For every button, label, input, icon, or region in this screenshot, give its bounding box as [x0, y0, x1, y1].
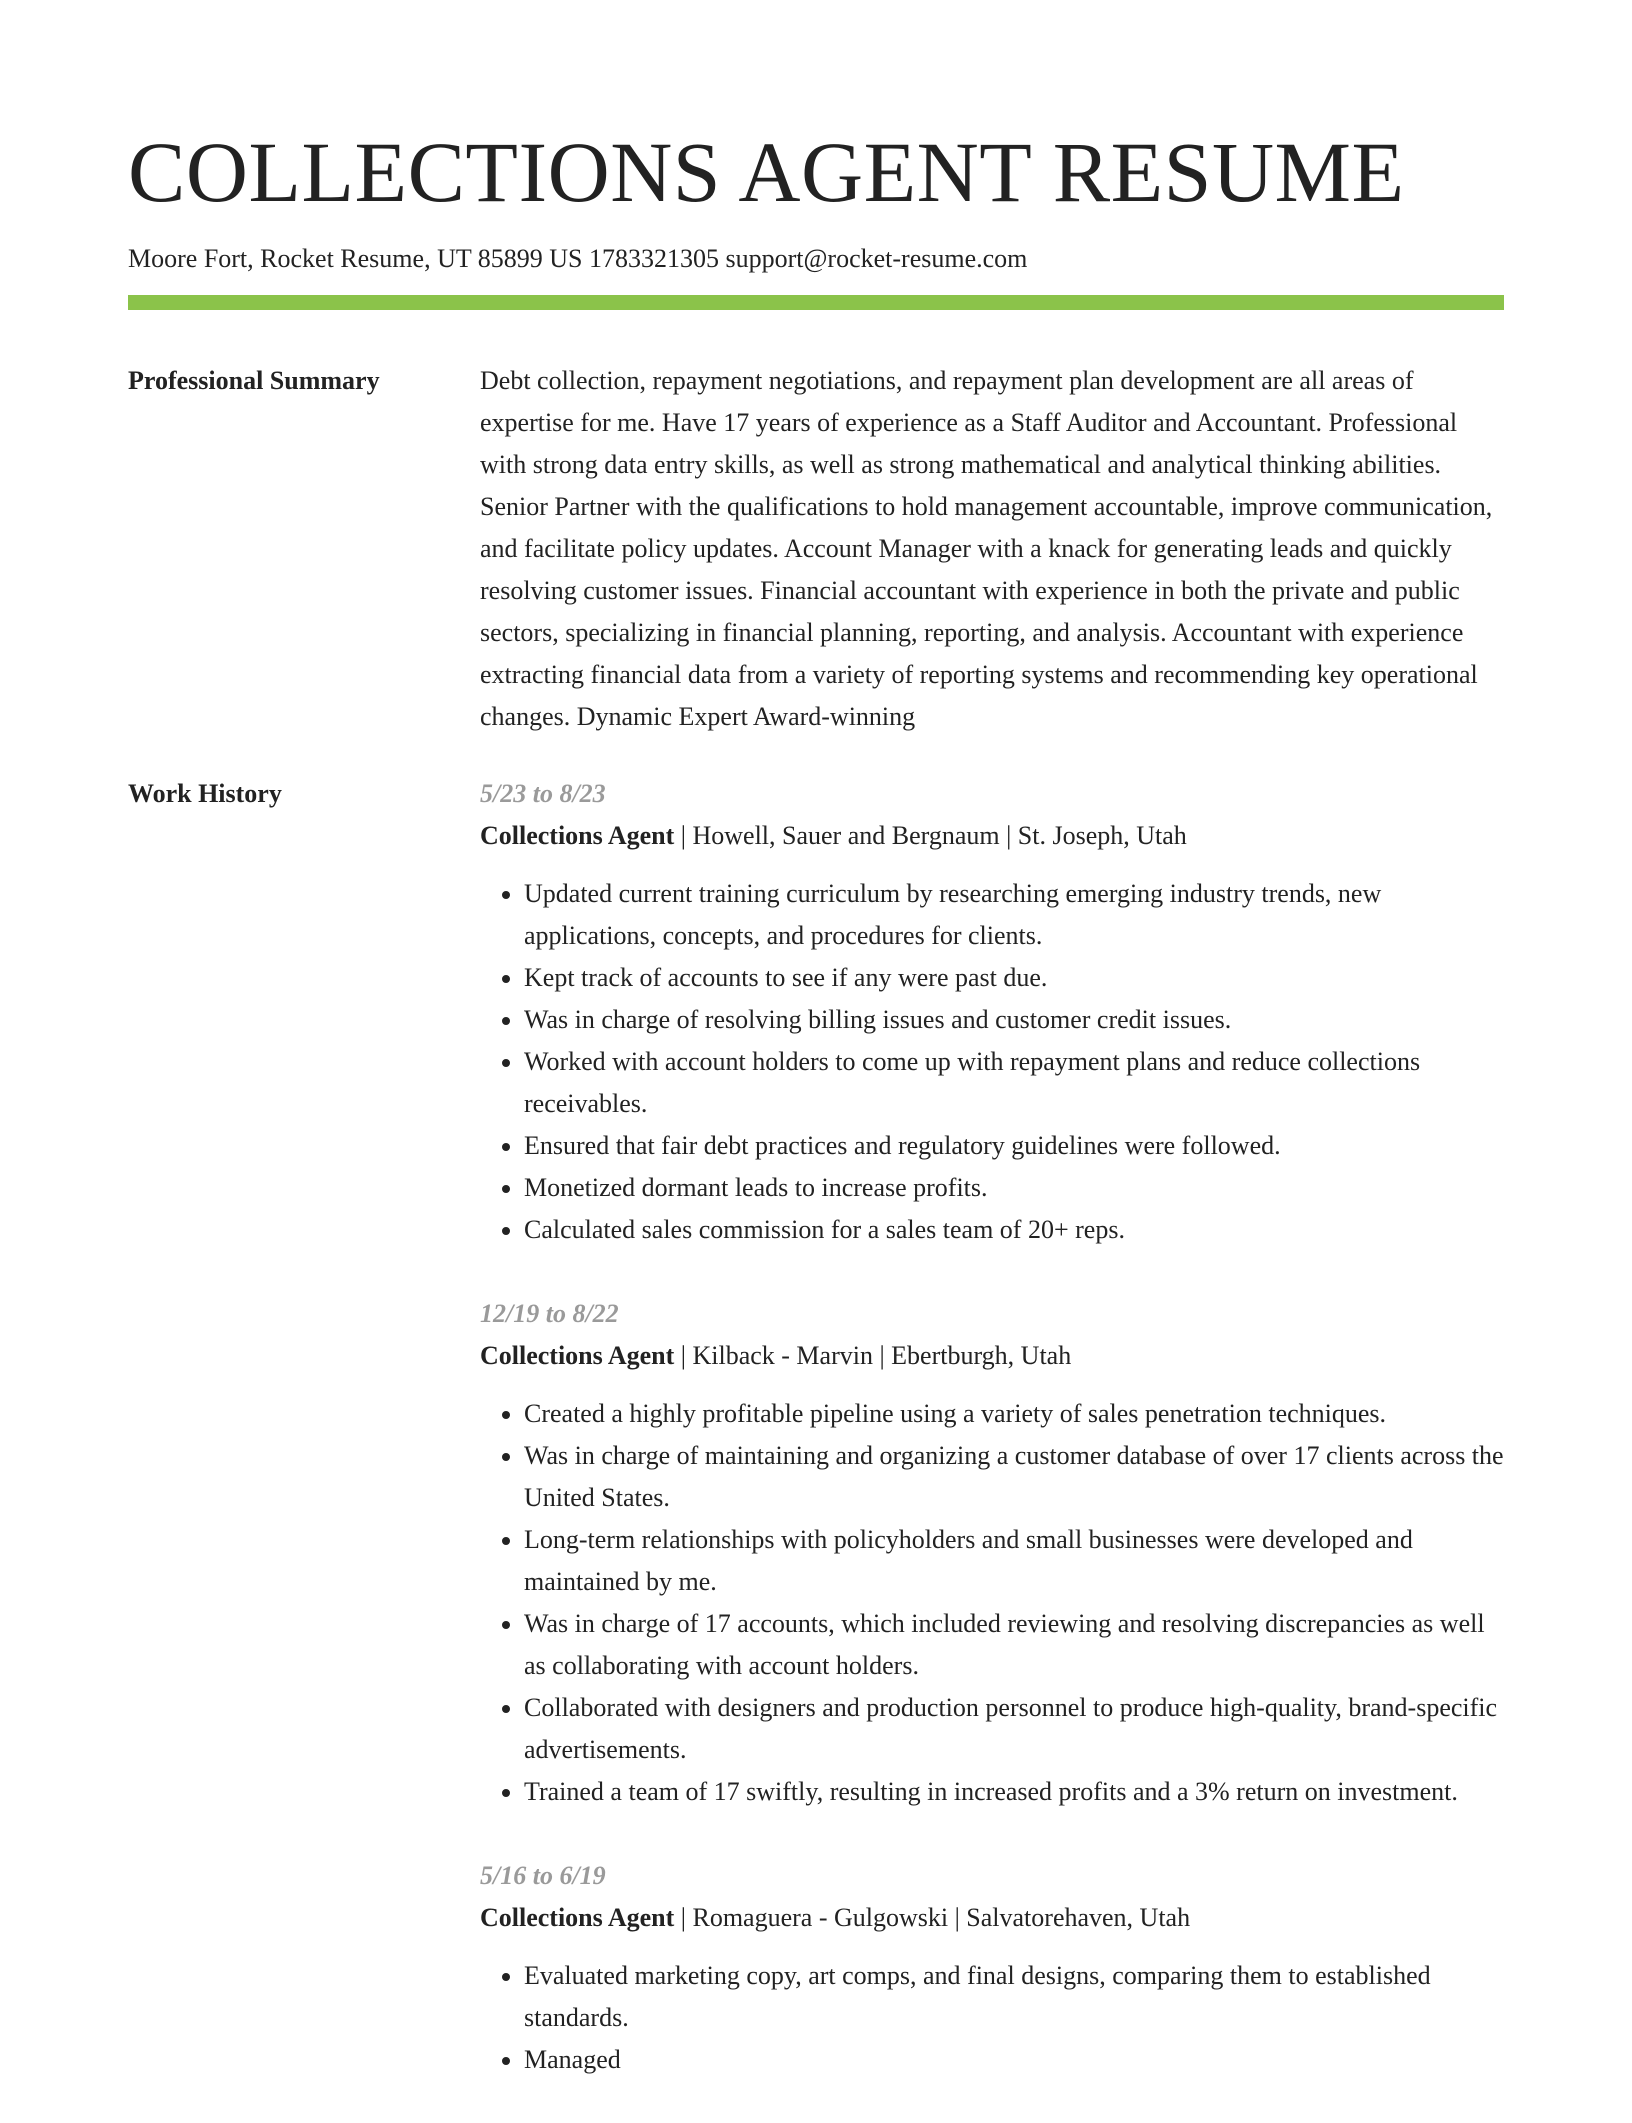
job-title: Collections Agent — [480, 821, 675, 850]
job-duties — [480, 1955, 1504, 2081]
work-history-list — [480, 773, 1504, 2123]
duty-item: • Updated current training curriculum by researching emerging industry trends, new applications, concepts, and procedures for clients. — [524, 873, 1504, 957]
duty-item: • Worked with account holders to come up with repayment plans and reduce collections receivables. — [524, 1041, 1504, 1125]
job-header — [480, 1897, 1504, 1939]
duty-item: • Monetized dormant leads to increase profits. — [524, 1167, 1504, 1209]
job-details: | Howell, Sauer and Bergnaum | St. Joseph, Utah — [674, 821, 1187, 850]
job-header — [480, 1335, 1504, 1377]
work-history-section — [128, 773, 1504, 2123]
contact-line: Moore Fort, Rocket Resume, UT 85899 US 1783321305 support@rocket-resume.com — [128, 244, 1028, 273]
duty-item: • Ensured that fair debt practices and regulatory guidelines were followed. — [524, 1125, 1504, 1167]
duty-item: • Trained a team of 17 swiftly, resulting in increased profits and a 3% return on investment. — [524, 1771, 1504, 1813]
duty-item: • Was in charge of 17 accounts, which included reviewing and resolving discrepancies as well as collaborating with account holders. — [524, 1603, 1504, 1687]
duty-item: • Long-term relationships with policyholders and small businesses were developed and maintained by me. — [524, 1519, 1504, 1603]
duty-item: • Calculated sales commission for a sales team of 20+ reps. — [524, 1209, 1504, 1251]
job-duties — [480, 1393, 1504, 1813]
job-header — [480, 815, 1504, 857]
job-details: | Romaguera - Gulgowski | Salvatorehaven, Utah — [674, 1903, 1191, 1932]
duty-item: • Kept track of accounts to see if any were past due. — [524, 957, 1504, 999]
job-entry — [480, 1293, 1504, 1813]
job-title: Collections Agent — [480, 1903, 675, 1932]
duty-item: • Evaluated marketing copy, art comps, and final designs, comparing them to established standards. — [524, 1955, 1504, 2039]
job-entry — [480, 1855, 1504, 2081]
duty-item: • Managed — [524, 2039, 1504, 2081]
header-divider — [128, 295, 1504, 310]
duty-item: • Collaborated with designers and production personnel to produce high-quality, brand-specific advertisements. — [524, 1687, 1504, 1771]
duty-item: • Was in charge of resolving billing issues and customer credit issues. — [524, 999, 1504, 1041]
job-details: | Kilback - Marvin | Ebertburgh, Utah — [674, 1341, 1072, 1370]
resume-title: COLLECTIONS AGENT RESUME — [128, 124, 1405, 220]
job-duties — [480, 873, 1504, 1251]
section-label-work-history: Work History — [128, 779, 282, 808]
summary-text: Debt collection, repayment negotiations, and repayment plan development are all areas of expertise for me. Have 17 years of experience as a Staff Auditor and Accountant. Professional with strong data entry skills, as well as strong mathematical and analytical thinking abilities. Senior Partner with the qualifications to hold management accountable, improve communication, and facilitate policy updates. Account Manager with a knack for generating leads and quickly resolving customer issues. Financial accountant with experience in both the private and public sectors, specializing in financial planning, reporting, and analysis. Accountant with experience extracting financial data from a variety of reporting systems and recommending key operational changes. Dynamic Expert Award-winning — [480, 366, 1493, 731]
professional-summary-section — [128, 360, 1504, 738]
job-entry — [480, 773, 1504, 1251]
job-dates: 12/19 to 8/22 — [480, 1299, 619, 1328]
job-dates: 5/16 to 6/19 — [480, 1861, 606, 1890]
section-label-summary: Professional Summary — [128, 366, 380, 395]
duty-item: • Was in charge of maintaining and organizing a customer database of over 17 clients across the United States. — [524, 1435, 1504, 1519]
job-dates: 5/23 to 8/23 — [480, 779, 606, 808]
duty-item: • Created a highly profitable pipeline using a variety of sales penetration techniques. — [524, 1393, 1504, 1435]
job-title: Collections Agent — [480, 1341, 675, 1370]
